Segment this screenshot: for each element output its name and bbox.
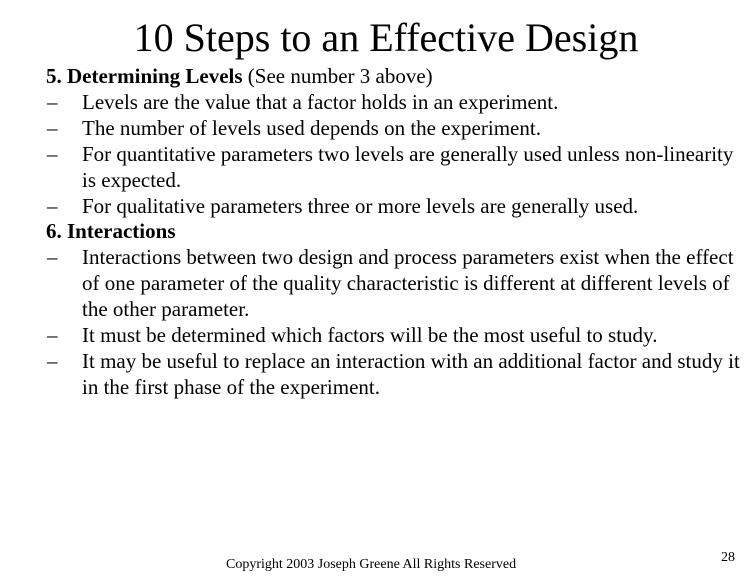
- bullet-item: [46, 116, 752, 142]
- section-heading-interactions: [46, 219, 752, 245]
- copyright-footer: Copyright 2003 Joseph Greene All Rights Reserved: [226, 557, 517, 572]
- dash-bullet-icon: –: [47, 141, 58, 166]
- dash-bullet-icon: –: [47, 89, 58, 114]
- page-number: 28: [721, 550, 735, 565]
- bullet-text: For quantitative parameters two levels are generally used unless non-linearity is expected.: [82, 141, 734, 192]
- bullet-item: [46, 142, 752, 194]
- section-note: (See number 3 above): [242, 64, 433, 88]
- dash-bullet-icon: –: [47, 245, 58, 270]
- dash-bullet-icon: –: [47, 323, 58, 348]
- bullet-text: For qualitative parameters three or more levels are generally used.: [82, 193, 639, 218]
- bullet-item: [46, 245, 752, 323]
- section-title: 6. Interactions: [46, 219, 176, 244]
- bullet-item: [46, 194, 752, 220]
- slide-title: 10 Steps to an Effective Design: [133, 15, 639, 60]
- slide-content: [46, 64, 752, 401]
- bullet-text: Interactions between two design and process parameters exist when the effect of one parameter of the quality characteristic is different at different levels of the other parameter.: [82, 245, 734, 322]
- dash-bullet-icon: –: [47, 193, 58, 218]
- dash-bullet-icon: –: [47, 115, 58, 140]
- bullet-text: It may be useful to replace an interaction with an additional factor and study it in the first phase of the experiment.: [82, 348, 740, 399]
- bullet-item: [46, 323, 752, 349]
- bullet-item: [46, 349, 752, 401]
- bullet-text: Levels are the value that a factor holds in an experiment.: [82, 89, 559, 114]
- bullet-text: It must be determined which factors will be the most useful to study.: [82, 323, 658, 348]
- bullet-text: The number of levels used depends on the experiment.: [82, 115, 541, 140]
- section-title: 5. Determining Levels: [46, 64, 243, 88]
- section-heading-levels: [46, 64, 752, 90]
- bullet-item: [46, 90, 752, 116]
- dash-bullet-icon: –: [47, 348, 58, 373]
